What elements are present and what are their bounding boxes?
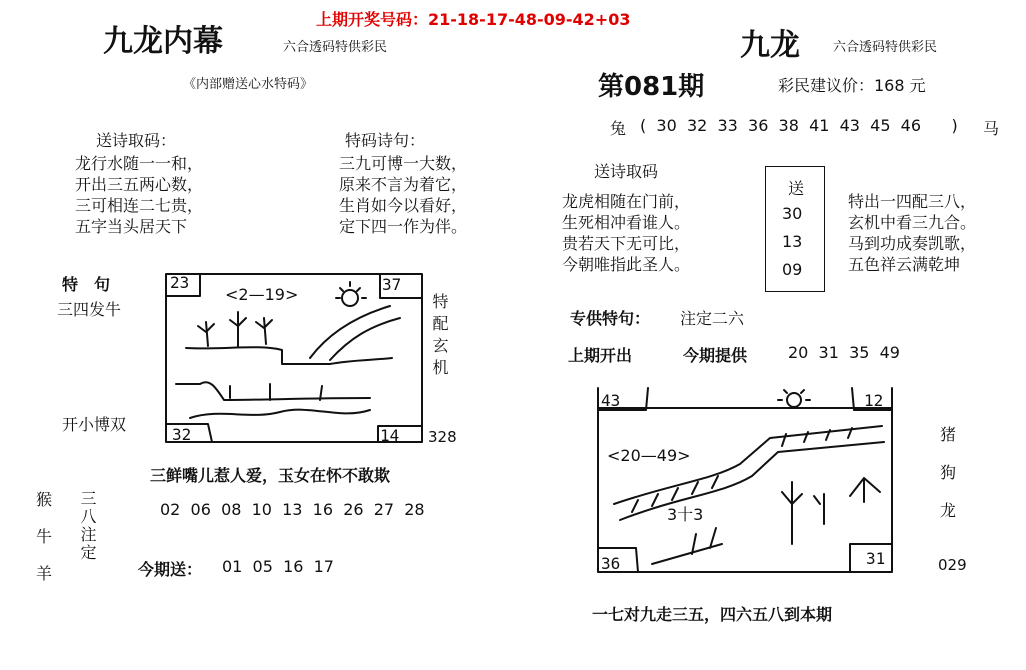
- provide-label: 今期提供: [683, 346, 748, 365]
- kai-xiao-label: 开小博双: [62, 415, 127, 434]
- san-si-label: 三四发牛: [57, 300, 122, 319]
- right-box-corner-br: 31: [866, 549, 886, 568]
- send-number: 09: [782, 260, 803, 279]
- provide-numbers: 20 31 35 49: [788, 343, 900, 362]
- right-poem-2-line: 五色祥云满乾坤: [848, 255, 961, 274]
- right-side-animal: 猪: [940, 425, 957, 444]
- last-draw-label: 上期开出: [568, 346, 633, 365]
- right-poem-heading: 送诗取码: [594, 162, 659, 181]
- right-poem-line: 生死相冲看谁人。: [562, 213, 691, 232]
- left-poem: [75, 153, 203, 237]
- left-number-list: 02 06 08 10 13 16 26 27 28: [160, 500, 425, 519]
- tema-poem-line: 三九可博一大数，: [339, 154, 468, 173]
- special-text: 注定二六: [680, 309, 745, 328]
- left-box-corner-br: 14: [380, 426, 400, 445]
- right-poem-2-line: 特出一四配三八，: [848, 192, 977, 211]
- right-side-animals: [940, 416, 956, 530]
- send-number: 13: [782, 232, 803, 251]
- tema-poem-line: 原来不言为着它，: [339, 175, 468, 194]
- animal-right: 马: [983, 119, 1000, 138]
- tema-poem: [339, 153, 467, 237]
- te-ju-label: 特 句: [62, 275, 111, 294]
- tema-poem-heading: 特码诗句：: [345, 131, 426, 150]
- right-side-animal: 狗: [940, 463, 957, 482]
- right-poem-2: [848, 191, 976, 275]
- left-animal: 猴: [36, 490, 53, 509]
- animal-left: 兔: [610, 119, 627, 138]
- right-footer-saying: 一七对九走三五，四六五八到本期: [592, 605, 833, 624]
- left-poem-line: 三可相连二七贵，: [75, 196, 204, 215]
- left-box-corner-tr: 37: [382, 275, 402, 294]
- left-title: 九龙内幕: [103, 24, 223, 59]
- right-title: 九龙: [740, 28, 800, 63]
- right-poem-line: 龙虎相随在门前，: [562, 192, 691, 211]
- special-label: 专供特句：: [570, 309, 651, 328]
- left-subtitle: 六合透码特供彩民: [283, 40, 388, 55]
- right-box-middle: 3十3: [667, 505, 704, 524]
- right-box-corner-tr: 12: [864, 391, 884, 410]
- te-pei-xuan-ji: 特配玄机: [430, 293, 449, 381]
- issue-number: 第081期: [598, 72, 705, 102]
- left-animals: [36, 481, 52, 592]
- send-label: 送: [788, 179, 805, 198]
- left-poem-heading: 送诗取码：: [96, 131, 177, 150]
- jinqi-label: 今期送：: [138, 560, 203, 579]
- suggested-price: 彩民建议价：168 元: [778, 76, 926, 95]
- left-box-corner-bl: 32: [172, 425, 192, 444]
- last-draw-banner: 上期开奖号码：21-18-17-48-09-42+03: [316, 10, 631, 29]
- right-poem-line: 今朝唯指此圣人。: [562, 255, 691, 274]
- right-box-note: <20—49>: [607, 446, 691, 465]
- right-box-corner-bl: 36: [601, 554, 621, 573]
- left-animal: 牛: [36, 527, 53, 546]
- right-poem-2-line: 玄机中看三九合。: [848, 213, 977, 232]
- left-box-note: <2—19>: [225, 285, 299, 304]
- right-box-corner-tl: 43: [601, 391, 621, 410]
- right-side-number: 029: [938, 556, 967, 574]
- left-poem-line: 龙行水随一一和，: [75, 154, 204, 173]
- right-side-animal: 龙: [940, 501, 957, 520]
- left-saying: 三鲜嘴儿惹人爱，玉女在怀不敢欺: [150, 466, 391, 485]
- right-poem-2-line: 马到功成奏凯歌，: [848, 234, 977, 253]
- right-poem-line: 贵若天下无可比，: [562, 234, 691, 253]
- left-poem-line: 开出三五两心数，: [75, 175, 204, 194]
- right-subtitle: 六合透码特供彩民: [833, 40, 938, 55]
- left-side-number: 328: [428, 428, 457, 446]
- left-animal: 羊: [36, 564, 53, 583]
- right-poem: [562, 191, 690, 275]
- san-ba-zhu-ding: 三八注定: [78, 490, 97, 562]
- send-number-list: [782, 200, 802, 284]
- jinqi-numbers: 01 05 16 17: [222, 557, 334, 576]
- left-poem-line: 五字当头居天下: [75, 217, 188, 236]
- right-drawing-box: [592, 384, 900, 580]
- tema-poem-line: 生肖如今以看好，: [339, 196, 468, 215]
- send-number: 30: [782, 204, 803, 223]
- left-box-corner-tl: 23: [170, 273, 190, 292]
- animal-number-list: ( 30 32 33 36 38 41 43 45 46 ): [640, 116, 958, 135]
- tema-poem-line: 定下四一作为伴。: [339, 217, 468, 236]
- gift-line: 《内部赠送心水特码》: [183, 77, 314, 92]
